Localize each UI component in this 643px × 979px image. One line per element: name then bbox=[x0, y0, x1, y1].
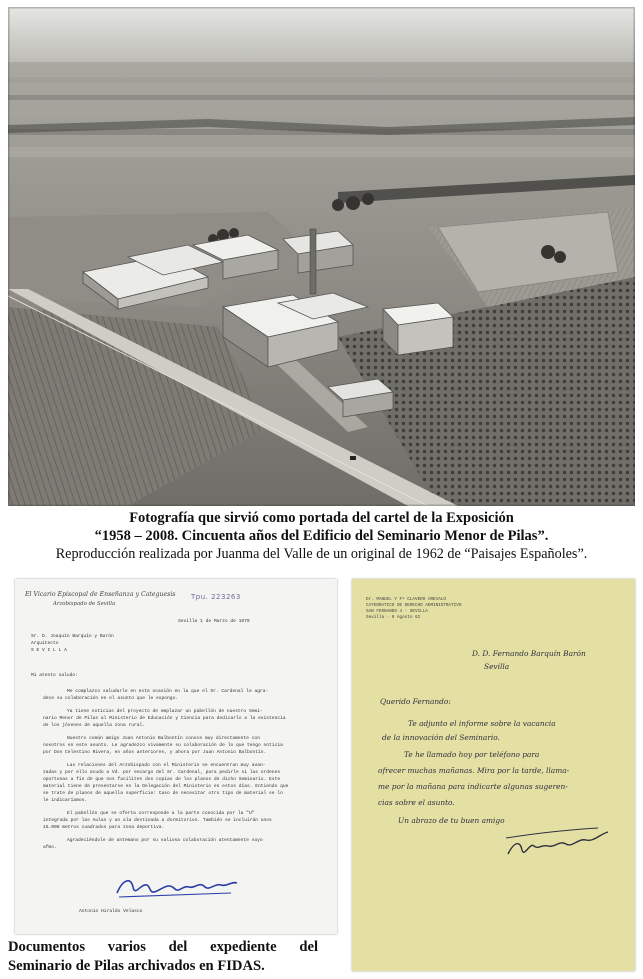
body-line: de la innovación del Seminario. bbox=[382, 733, 500, 742]
body-line: Te he llamado hoy por teléfono para bbox=[404, 750, 540, 759]
caption-word: varios bbox=[107, 939, 146, 955]
body-line: Te adjunto el informe sobre la vacancia bbox=[408, 719, 556, 728]
recipient-line-3: S E V I L L A bbox=[31, 648, 67, 653]
signatory-name: Antonio Hiraldo Velasco bbox=[79, 909, 143, 914]
recipient-line-1: Sr. D. Joaquín Barquín y Barón bbox=[31, 634, 114, 639]
caption-word: Documentos bbox=[8, 939, 86, 955]
body-line: Ya tiene noticias del proyecto de emplazar un pabellón de nuestro Semi- bbox=[67, 709, 263, 714]
caption-word: expediente bbox=[210, 939, 277, 955]
letter-salutation: Mi atento saludo: bbox=[31, 673, 78, 678]
caption-line-1 bbox=[8, 938, 318, 957]
closing: Un abrazo de tu buen amigo bbox=[398, 816, 505, 825]
letterhead-line: Sevilla · 9 Agosto 62 bbox=[366, 615, 421, 620]
body-line: material tiene de presentarse en la Delegación del Ministerio en estos días. Entiendo que bbox=[43, 784, 289, 789]
body-line: ofrecer muchas mañanas. Mira por la tarde, llama- bbox=[378, 766, 570, 775]
aerial-view-seminario-pilas bbox=[8, 7, 635, 506]
body-line: dece su colaboración en el asunto que le expongo. bbox=[43, 696, 179, 701]
body-line: 15.000 metros cuadrados para zona deportiva. bbox=[43, 825, 165, 830]
letter-date: Sevilla 1 de Marzo de 1979 bbox=[178, 619, 250, 624]
recipient-line-2: Arquitecto bbox=[31, 641, 59, 646]
letterhead-line-1: El Vicario Episcopal de Enseñanza y Categuesis bbox=[25, 591, 176, 598]
registry-stamp: Tpu. 223263 bbox=[191, 593, 241, 601]
letterhead-line: Dr. MANUEL Y Fª CLAVERO AREVALO bbox=[366, 597, 446, 602]
body-line: El pabellón que se oferta corresponde a la parte conocida por la "U" bbox=[67, 811, 255, 816]
body-line: le indicaríamos. bbox=[43, 798, 88, 803]
letterhead-line: CATEDRATICO DE DERECHO ADMINISTRATIVO bbox=[366, 603, 462, 608]
document-letter-clavero bbox=[352, 579, 635, 971]
recipient: D. D. Fernando Barquín Barón bbox=[472, 649, 586, 658]
caption-line-3: Reproducción realizada por Juanma del Valle de un original de 1962 de “Paisajes Españoles”. bbox=[55, 546, 588, 562]
letterhead-line-2: Arzobispado de Sevilla bbox=[53, 601, 116, 607]
body-line: integrada por las Aulas y un ala destinada a dormitorios. También se incluirán unos bbox=[43, 818, 272, 823]
body-line: oportunas a fin de que nos faciliten dos copias de los planos de dicho Seminario. Este bbox=[43, 777, 281, 782]
body-line: se trate de planos de aquella superficie: Caso de necesitar otro tipo de material se lo bbox=[43, 791, 283, 796]
body-line: Nuestro común amigo Juan Antonio Balbontín conoce muy directamente con bbox=[67, 736, 260, 741]
body-line: Las relaciones del Arzobispado con el Ministerio se encuentran muy avan- bbox=[67, 763, 266, 768]
letterhead-line: SAN FERNANDO 4 · SEVILLA bbox=[366, 609, 428, 614]
body-line: Me complazco saludarle en esta ocasión en la que el Sr. Cardenal le agra- bbox=[67, 689, 269, 694]
document-letter-vicario bbox=[15, 579, 337, 934]
documents-caption bbox=[8, 938, 318, 976]
body-line: por Don Celestino Rivera, en años anteriores, y ahora por Juan Antonio Balbontín. bbox=[43, 750, 267, 755]
recipient-city: Sevilla bbox=[484, 662, 510, 671]
caption-word: del bbox=[299, 939, 318, 955]
body-line: me por la mañana para indicarte algunas sugeren- bbox=[378, 782, 568, 791]
body-line: Agradeciéndole de antemano por su valiosa colaboración atentamente suyo bbox=[67, 838, 263, 843]
signature-clavero bbox=[502, 824, 612, 864]
signature-hiraldo bbox=[113, 871, 243, 903]
caption-line-2: Seminario de Pilas archivados en FIDAS. bbox=[8, 958, 265, 974]
photo-caption bbox=[0, 509, 643, 563]
body-line: cias sobre el asunto. bbox=[378, 798, 455, 807]
body-line: afmo. bbox=[43, 845, 57, 850]
caption-line-1: Fotografía que sirvió como portada del cartel de la Exposición bbox=[129, 510, 514, 526]
body-line: de los jóvenes de aquella zona rural. bbox=[43, 723, 145, 728]
body-line: nario Menor de Pilas al Ministerio de Educación y Ciencia para dedicarlo a la existencia bbox=[43, 716, 286, 721]
aerial-photograph bbox=[8, 7, 635, 506]
caption-line-2: “1958 – 2008. Cincuenta años del Edificio del Seminario Menor de Pilas”. bbox=[94, 528, 549, 544]
salutation: Querido Fernando: bbox=[380, 697, 451, 706]
body-line: zadas y por ello acudo a Vd. por encargo del Sr. Cardenal, para pedirle si las ordenes bbox=[43, 770, 281, 775]
body-line: nosotros en este asunto. Le agradezco vivamente su colaboración de lo que tengo noticia bbox=[43, 743, 283, 748]
caption-word: del bbox=[168, 939, 188, 955]
